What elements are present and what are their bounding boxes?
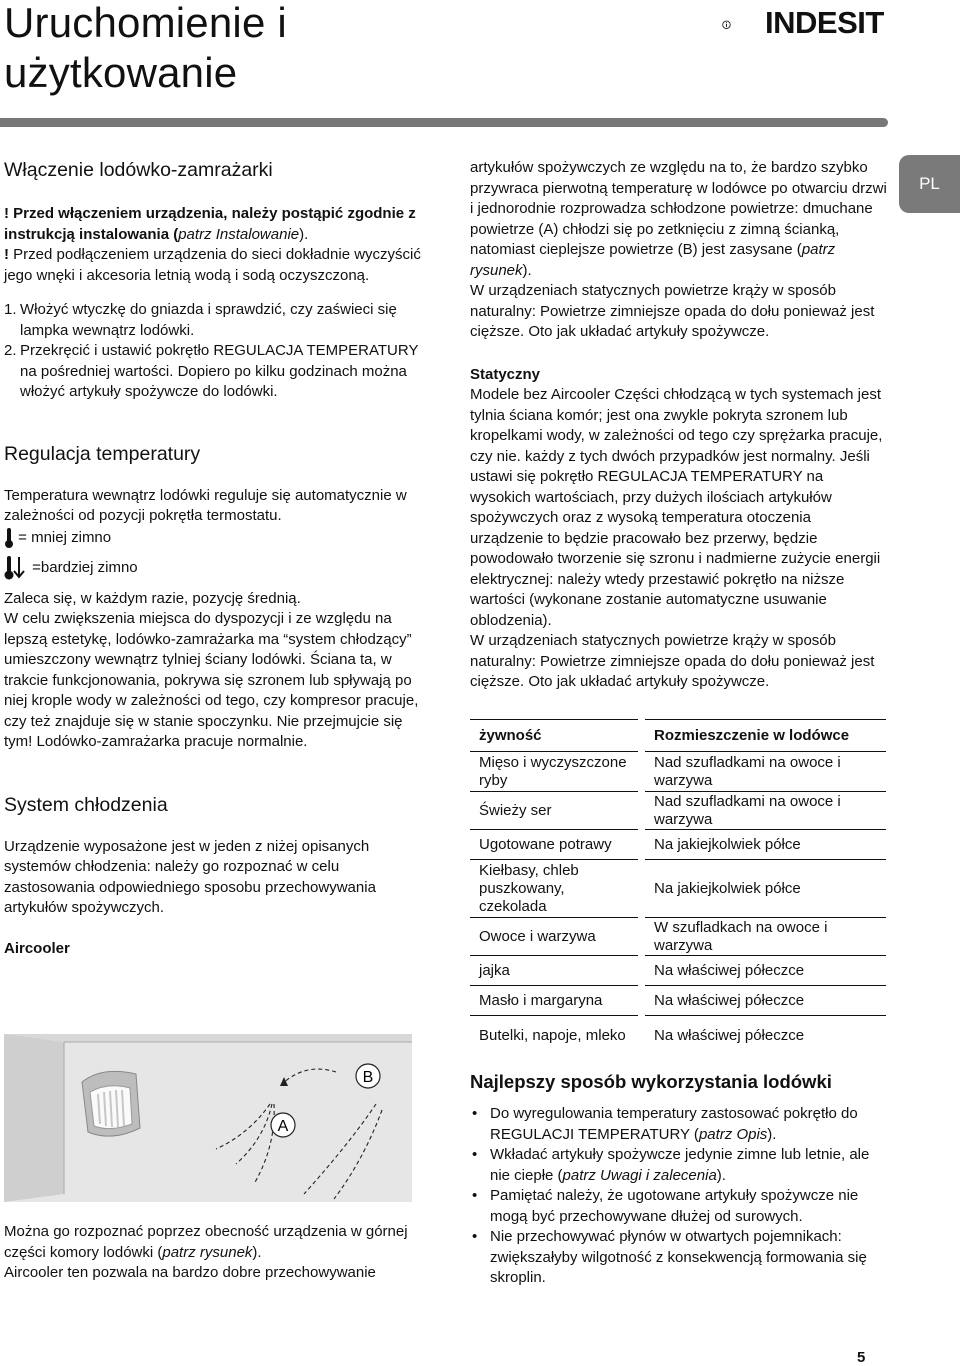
thermometer-down-icon bbox=[4, 555, 28, 581]
section-heading-temperature: Regulacja temperatury bbox=[4, 442, 201, 465]
table-row: Mięso i wyczyszczone ryby Nad szufladkami na owoce i warzywa bbox=[470, 752, 886, 792]
table-row: Masło i margaryna Na właściwej półeczce bbox=[470, 986, 886, 1016]
table-header-row bbox=[470, 720, 886, 752]
warning-mark: ! bbox=[4, 205, 9, 222]
left-column bbox=[4, 158, 424, 959]
page-title: Uruchomienie i użytkowanie bbox=[4, 0, 287, 96]
cooling-wall-info: W celu zwiększenia miejsca do dyspozycji i ze względu na lepszą estetykę, lodówko-zamrażarka ma “system chłodzący” umieszczony wewnątrz tylniej ściany lodówki. Ściana ta, w trakcie funkcjonowania, pokrywa się szronem lub spływają po niej krople wody w zależności od tego, czy kompresor pracuje, czy też znajduje się w stanie spoczynku. Nie przejmujcie się tym! Lodówko-zamrażarka pracuje normalnie. bbox=[4, 610, 419, 750]
static-air-note: W urządzeniach statycznych powietrze krąży w sposób naturalny: Powietrze zimniejsze opada do dołu ponieważ jest cięższe. Oto jak układać artykuły spożywcze. bbox=[470, 282, 875, 340]
best-use-list bbox=[470, 1104, 888, 1289]
page-number: 5 bbox=[857, 1349, 866, 1366]
less-cold-legend: = mniej zimno bbox=[4, 527, 424, 551]
list-item: 1. Włożyć wtyczkę do gniazda i sprawdzić, czy zaświeci się lampka wewnątrz lodówki. bbox=[4, 301, 397, 339]
language-tab: PL bbox=[899, 155, 960, 213]
static-description: Modele bez Aircooler Części chłodzącą w tych systemach jest tylnia ściana komór; jest ona zwykle pokryta szronem lub kropelkami wody, w zależności od tego czy sprężarka pracuje, czy nie. każdy z tych dwóch przypadków jest normalny. Jeśli ustawi się pokrętło REGULACJA TEMPERATURY na wysokich wartościach, przy dużych ilościach artykułów spożywczych oraz z wysoką temperatura otoczenia urządzenie to będzie pracowało bez przerwy, będzie powodowało tworzenie się szronu i nadmierne zużycie energii elektrycznej: należy wtedy przestawić pokrętło na niższe wartości (wykonane zostanie automatyczne usuwanie oblodzenia). bbox=[470, 386, 883, 629]
table-row: Owoce i warzywa W szufladkach na owoce i warzywa bbox=[470, 918, 886, 956]
static-heading: Statyczny bbox=[470, 365, 541, 383]
food-placement-table bbox=[470, 719, 886, 1056]
thermometer-icon bbox=[4, 527, 14, 549]
aircooler-heading: Aircooler bbox=[4, 939, 70, 957]
table-header-place: Rozmieszczenie w lodówce bbox=[645, 720, 886, 752]
label-b: B bbox=[362, 1069, 374, 1086]
list-item: 2. Przekręcić i ustawić pokrętło REGULACJA TEMPERATURY na pośredniej wartości. Dopiero po kilku godzinach można włożyć artykuły spożywcze do lodówki. bbox=[4, 342, 419, 400]
list-item: • Wkładać artykuły spożywcze jedynie zimne lub letnie, ale nie ciepłe (patrz Uwagi i zalecenia). bbox=[470, 1145, 888, 1186]
temperature-intro: Temperatura wewnątrz lodówki reguluje się automatycznie w zależności od pozycji pokrętła termostatu. bbox=[4, 486, 407, 524]
warning-clean: ! Przed podłączeniem urządzenia do sieci dokładnie wyczyścić jego wnęki i akcesoria letnią wodą i sodą oczyszczoną. bbox=[4, 246, 421, 284]
section-heading-cooling-system: System chłodzenia bbox=[4, 793, 168, 816]
indesit-logo-icon bbox=[722, 6, 762, 44]
table-row: Kiełbasy, chleb puszkowany, czekolada Na jakiejkolwiek półce bbox=[470, 860, 886, 918]
table-header-food: żywność bbox=[470, 720, 638, 752]
warning-install: ! Przed włączeniem urządzenia, należy postąpić zgodnie z instrukcją instalowania (patrz Instalowanie). bbox=[4, 205, 416, 243]
more-cold-legend: =bardziej zimno bbox=[4, 555, 424, 585]
recommendation: Zaleca się, w każdym razie, pozycję średnią. bbox=[4, 589, 301, 607]
list-item: • Pamiętać należy, że ugotowane artykuły spożywcze nie mogą być przechowywane dłużej od surowych. bbox=[470, 1186, 888, 1227]
table-row: Butelki, napoje, mleko Na właściwej półeczce bbox=[470, 1016, 886, 1056]
section-heading-best-use: Najlepszy sposób wykorzystania lodówki bbox=[470, 1071, 832, 1092]
section-heading-switch-on: Włączenie lodówko-zamrażarki bbox=[4, 159, 273, 181]
aircooler-unit-icon bbox=[82, 1071, 140, 1136]
table-row: Świeży ser Nad szufladkami na owoce i warzywa bbox=[470, 792, 886, 830]
figure-caption: Można go rozpoznać poprzez obecność urządzenia w górnej części komory lodówki (patrz rysunek). Aircooler ten pozwala na bardzo dobre przechowywanie bbox=[4, 1223, 408, 1281]
label-a: A bbox=[277, 1118, 289, 1135]
aircooler-continued: artykułów spożywczych ze względu na to, że bardzo szybko przywraca pierwotną temperaturę w lodówce po otwarciu drzwi i jednorodnie rozprowadza schłodzone powietrze: dmuchane powietrze (A) chłodzi się po zetknięciu z zimną ścianką, natomiast cieplejsze powietrze (B) jest zasysane (patrz rysunek). bbox=[470, 159, 887, 279]
list-item: • Nie przechowywać płynów w otwartych pojemnikach: zwiększałyby wilgotność z konsekwencją formowania się skroplin. bbox=[470, 1227, 888, 1289]
startup-steps bbox=[4, 300, 424, 403]
right-column bbox=[470, 158, 888, 693]
list-item: • Do wyregulowania temperatury zastosować pokrętło do REGULACJI TEMPERATURY (patrz Opis). bbox=[470, 1104, 888, 1145]
header-divider bbox=[0, 118, 888, 127]
cooling-system-intro: Urządzenie wyposażone jest w jeden z niżej opisanych systemów chłodzenia: należy go rozpoznać w celu zastosowania odpowiedniego sposobu przechowywania artykułów spożywczych. bbox=[4, 837, 376, 916]
table-row: jajka Na właściwej półeczce bbox=[470, 956, 886, 986]
warning-mark: ! bbox=[4, 246, 9, 263]
static-air-note-2: W urządzeniach statycznych powietrze krąży w sposób naturalny: Powietrze zimniejsze opada do dołu ponieważ jest cięższe. Oto jak układać artykuły spożywcze. bbox=[470, 632, 875, 690]
aircooler-diagram bbox=[4, 1034, 414, 1204]
best-use-section bbox=[470, 1070, 888, 1289]
brand-name: INDESIT bbox=[765, 5, 884, 40]
table-row: Ugotowane potrawy Na jakiejkolwiek półce bbox=[470, 830, 886, 860]
